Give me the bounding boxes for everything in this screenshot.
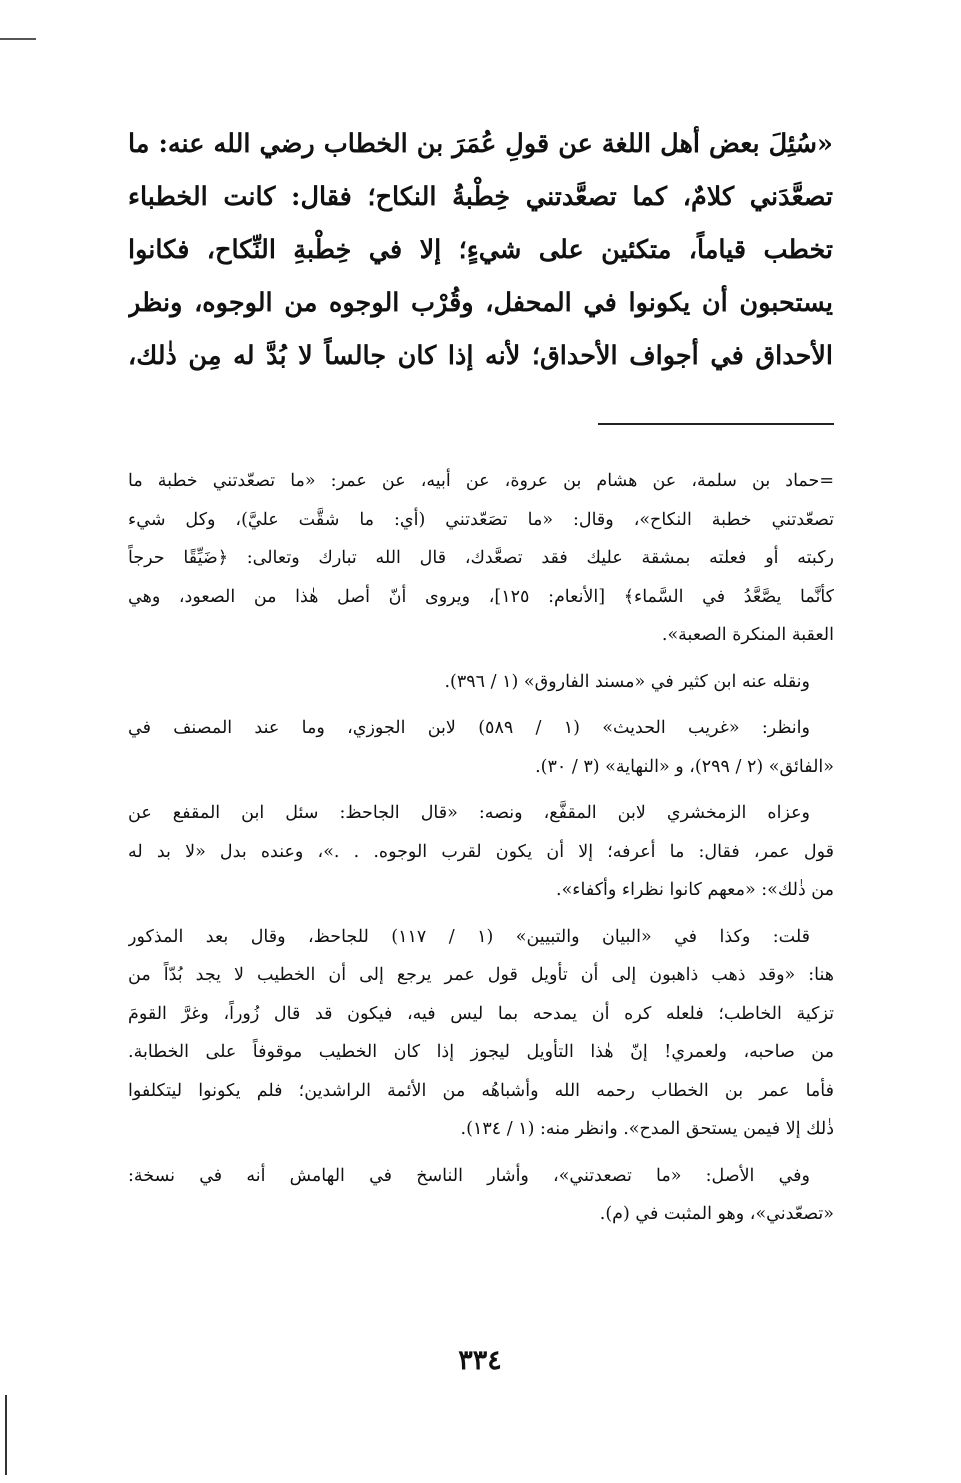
footnote-line: تصعّدتني خطبة النكاح»، وقال: «ما تصَعّدتني (أي: ما شقَّت عليَّ)، وكل شيء (128, 509, 834, 530)
footnote-line: قلت: وكذا في «البيان والتبيين» (١ / ١١٧) للجاحظ، وقال بعد المذكور (128, 926, 810, 947)
footnote-paragraph (128, 462, 834, 655)
footnote-paragraph (128, 794, 834, 910)
footnote-line: من ذٰلك»: «معهم كانوا نظراء وأكفاء». (556, 880, 834, 900)
footnotes (128, 462, 834, 1234)
main-text-line: تصعَّدَني كلامٌ، كما تصعَّدتني خِطْبةُ النكاح؛ فقال: كانت الخطباء (128, 182, 833, 212)
footnote-line: فأما عمر بن الخطاب رحمه الله وأشباهُه من الأئمة الراشدين؛ فلم يكونوا ليتكلفوا (128, 1080, 834, 1101)
footnote-line: =حماد بن سلمة، عن هشام بن عروة، عن أبيه، عن عمر: «ما تصعّدتني خطبة ما (128, 471, 834, 491)
main-text-line: يستحبون أن يكونوا في المحفل، وقُرْب الوجوه من الوجوه، ونظر (128, 288, 833, 318)
footnote-paragraph (128, 709, 834, 786)
main-text-line: الأحداق في أجواف الأحداق؛ لأنه إذا كان جالساً لا بُدَّ له مِن ذٰلك، (128, 341, 833, 371)
footnote-line: ونقله عنه ابن كثير في «مسند الفاروق» (١ / ٣٩٦). (444, 671, 810, 692)
footnote-paragraph (128, 918, 834, 1149)
footnote-line: قول عمر، فقال: ما أعرفه؛ إلا أن يكون لقرب الوجوه. . .»، وعنده بدل «لا بد له (128, 841, 834, 862)
footnote-paragraph (128, 1157, 834, 1234)
scan-edge-mark (0, 38, 36, 40)
footnote-line: تزكية الخاطب؛ فلعله كره أن يمدحه بما ليس فيه، فيكون قد قال زُوراً، وغرَّ القومَ (128, 1003, 834, 1024)
footnote-paragraph (128, 663, 834, 702)
footnote-line: ذٰلك إلا فيمن يستحق المدح». وانظر منه: (١ / ١٣٤). (460, 1119, 834, 1139)
footnote-line: ركبته أو فعلته بمشقة عليك فقد تصعَّدك، قال الله تبارك وتعالى: ﴿ضَيِّقًا حرجاً (128, 548, 834, 568)
footnote-line: وعزاه الزمخشري لابن المقفَّع، ونصه: «قال الجاحظ: سئل ابن المقفع عن (128, 803, 810, 823)
main-text-line: تخطب قياماً، متكئين على شيءٍ؛ إلا في خِطْبةِ النِّكاح، فكانوا (128, 235, 833, 265)
footnote-line: العقبة المنكرة الصعبة». (661, 625, 834, 645)
main-text (128, 118, 833, 383)
footnote-separator (598, 423, 834, 425)
footnote-line: وانظر: «غريب الحديث» (١ / ٥٨٩) لابن الجوزي، وما عند المصنف في (128, 718, 810, 738)
footnote-line: كأنَّما يصَّعَّدُ في السَّماء﴾ [الأنعام: ١٢٥]، ويروى أنّ أصل هٰذا من الصعود، وهي (128, 586, 834, 607)
footnote-line: من صاحبه، ولعمري! إنّ هٰذا التأويل ليجوز إذا كان الخطيب موقوفاً على الخطابة. (128, 1042, 834, 1062)
page-number: ٣٣٤ (458, 1345, 502, 1376)
footnote-line: «تصعّدني»، وهو المثبت في (م). (599, 1204, 834, 1224)
scan-edge-mark (5, 1395, 7, 1475)
footnote-line: «الفائق» (٢ / ٢٩٩)، و «النهاية» (٣ / ٣٠). (535, 756, 834, 777)
footnote-line: هنا: «وقد ذهب ذاهبون إلى أن تأويل قول عمر يرجع إلى أن الخطيب لا يجد بُدّاً من (128, 965, 834, 985)
footnote-line: وفي الأصل: «ما تصعدتني»، وأشار الناسخ في الهامش أنه في نسخة: (128, 1165, 810, 1186)
main-text-line: «سُئِلَ بعض أهل اللغة عن قولِ عُمَرَ بن الخطاب رضي الله عنه: ما (128, 129, 833, 159)
